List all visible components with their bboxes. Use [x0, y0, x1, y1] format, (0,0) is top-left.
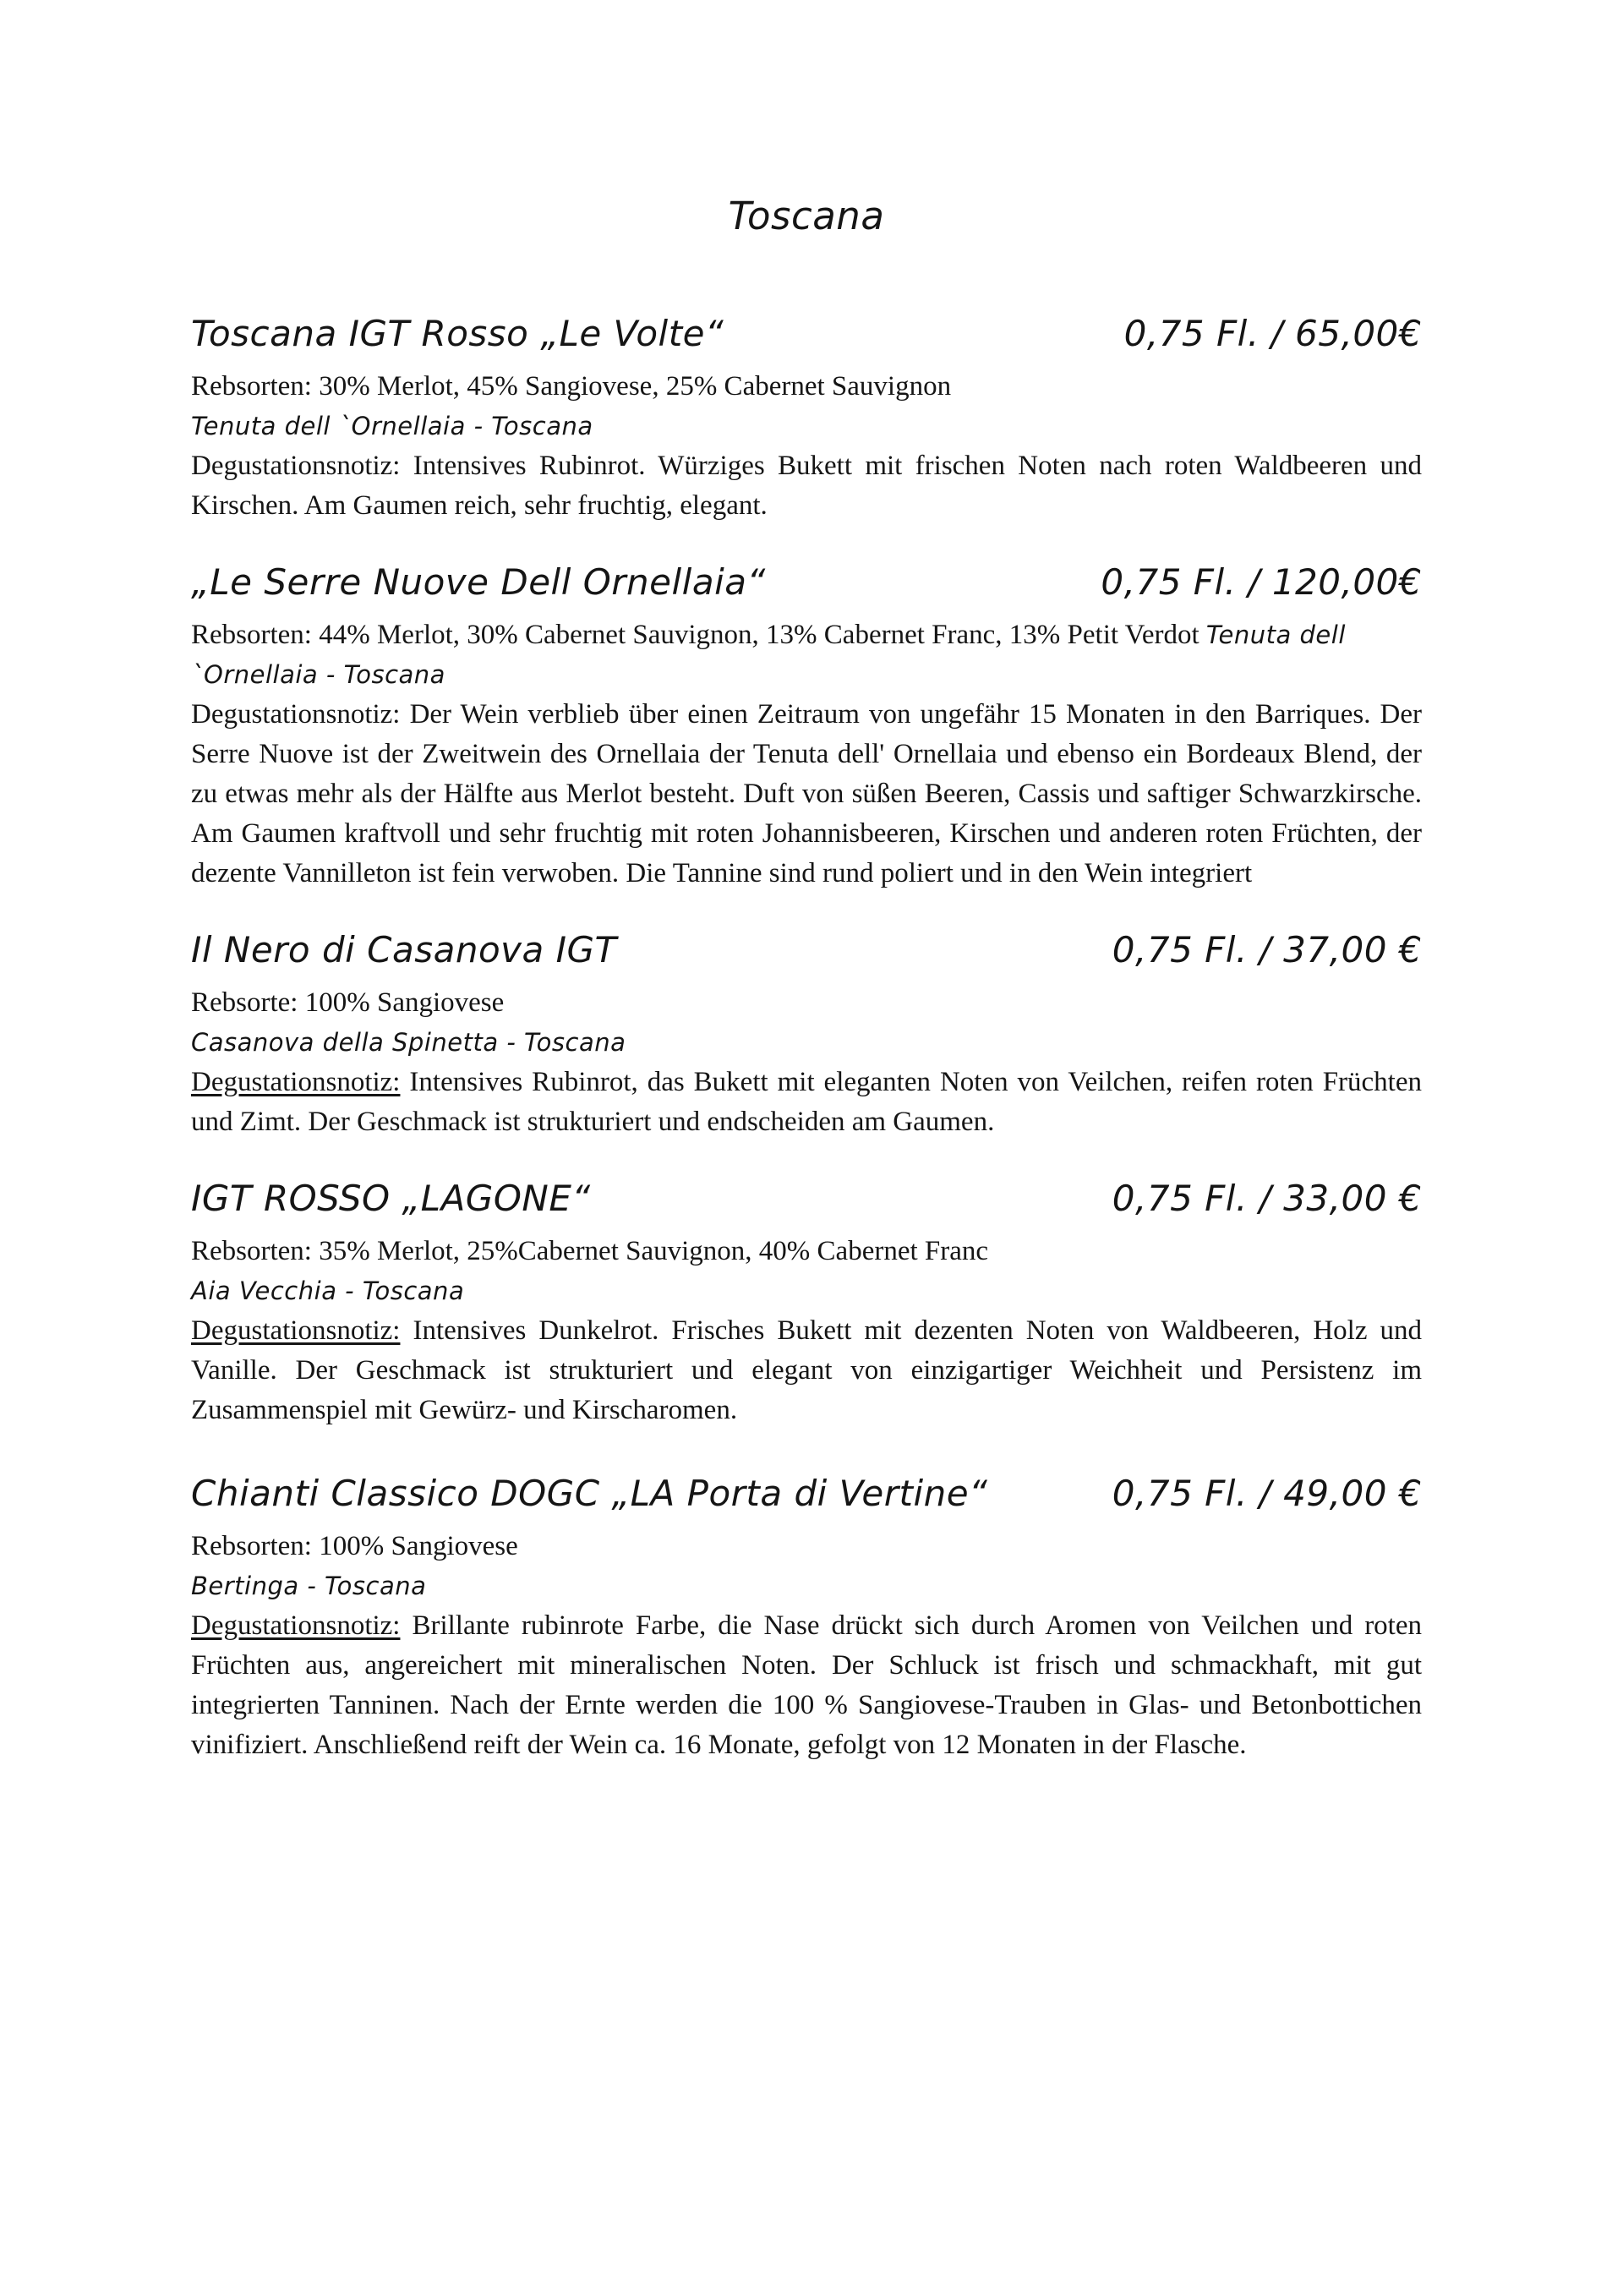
wine-heading-row: [191, 1174, 1422, 1223]
wine-grapes: Rebsorten: 30% Merlot, 45% Sangiovese, 25% Cabernet Sauvignon: [191, 371, 952, 402]
wine-name: „Le Serre Nuove Dell Ornellaia“: [191, 561, 766, 603]
wine-heading-row: [191, 926, 1422, 975]
tasting-note-label: Degustationsnotiz:: [191, 451, 401, 481]
wine-entry-il-nero-di-casanova: [191, 926, 1422, 1142]
wine-entry-la-porta-di-vertine: [191, 1469, 1422, 1765]
wine-tasting-note: [191, 446, 1422, 526]
wine-producer: Bertinga - Toscana: [191, 1572, 427, 1600]
wine-heading-row: [191, 558, 1422, 607]
wine-entry-le-volte: [191, 309, 1422, 526]
tasting-note-label: Degustationsnotiz:: [191, 1610, 401, 1641]
wine-tasting-note: [191, 1606, 1422, 1765]
tasting-note-label: Degustationsnotiz:: [191, 699, 401, 730]
wine-heading-row: [191, 309, 1422, 358]
page-title: Toscana: [728, 194, 885, 238]
wine-price: 0,75 Fl. / 33,00 €: [1112, 1178, 1422, 1219]
wine-entry-le-serre-nuove: [191, 558, 1422, 894]
wine-entry-lagone: [191, 1174, 1422, 1430]
wine-tasting-note: [191, 695, 1422, 894]
tasting-note-text: Brillante rubinrote Farbe, die Nase drückt sich durch Aromen von Veilchen und roten Früchten aus, angereichert mit mineralischen Noten. Der Schluck ist frisch und schmackhaft, mit gut integrierten Tanninen. Nach der Ernte werden die 100 % Sangiovese-Trauben in Glas- und Betonbottichen vinifiziert. Anschließend reift der Wein ca. 16 Monate, gefolgt von 12 Monaten in der Flasche.: [191, 1610, 1422, 1760]
wine-name: Toscana IGT Rosso „Le Volte“: [191, 313, 724, 354]
wine-price: 0,75 Fl. / 49,00 €: [1112, 1473, 1422, 1514]
wine-tasting-note: [191, 1063, 1422, 1142]
wine-grapes: Rebsorten: 35% Merlot, 25%Cabernet Sauvignon, 40% Cabernet Franc: [191, 1236, 989, 1266]
wine-grapes: Rebsorten: 44% Merlot, 30% Cabernet Sauvignon, 13% Cabernet Franc, 13% Petit Verdot: [191, 620, 1199, 650]
wine-grapes: Rebsorten: 100% Sangiovese: [191, 1531, 518, 1561]
wine-producer: Aia Vecchia - Toscana: [191, 1276, 465, 1305]
wine-name: IGT ROSSO „LAGONE“: [191, 1178, 591, 1219]
wine-price: 0,75 Fl. / 65,00€: [1123, 313, 1422, 354]
tasting-note-text: Intensives Rubinrot. Würziges Bukett mit frischen Noten nach roten Waldbeeren und Kirschen. Am Gaumen reich, sehr fruchtig, elegant.: [191, 451, 1422, 521]
tasting-note-text: Der Wein verblieb über einen Zeitraum von ungefähr 15 Monaten in den Barriques. Der Serre Nuove ist der Zweitwein des Ornellaia der Tenuta dell' Ornellaia und ebenso ein Bordeaux Blend, der zu etwas mehr als der Hälfte aus Merlot besteht. Duft von süßen Beeren, Cassis und saftiger Schwarzkirsche. Am Gaumen kraftvoll und sehr fruchtig mit roten Johannisbeeren, Kirschen und anderen roten Früchten, der dezente Vannilleton ist fein verwoben. Die Tannine sind rund poliert und in den Wein integriert: [191, 699, 1422, 888]
wine-name: Il Nero di Casanova IGT: [191, 929, 617, 970]
wine-producer: Casanova della Spinetta - Toscana: [191, 1028, 626, 1057]
wine-producer: Tenuta dell `Ornellaia - Toscana: [191, 412, 593, 440]
wine-name: Chianti Classico DOGC „LA Porta di Vertine“: [191, 1473, 988, 1514]
tasting-note-label: Degustationsnotiz:: [191, 1315, 401, 1346]
wine-price: 0,75 Fl. / 120,00€: [1101, 561, 1422, 603]
tasting-note-text: Intensives Dunkelrot. Frisches Bukett mit dezenten Noten von Waldbeeren, Holz und Vanille. Der Geschmack ist strukturiert und elegant von einzigartiger Weichheit und Persistenz im Zusammenspiel mit Gewürz- und Kirscharomen.: [191, 1315, 1423, 1425]
tasting-note-text: Intensives Rubinrot, das Bukett mit eleganten Noten von Veilchen, reifen roten Früchten und Zimt. Der Geschmack ist strukturiert und endscheiden am Gaumen.: [191, 1067, 1423, 1137]
wine-heading-row: [191, 1469, 1422, 1518]
wine-grapes: Rebsorte: 100% Sangiovese: [191, 987, 505, 1018]
wine-tasting-note: [191, 1311, 1422, 1430]
wine-grapes-and-producer: [191, 615, 1422, 695]
wine-producer: Tenuta dell `Ornellaia - Toscana: [191, 620, 1346, 689]
wine-price: 0,75 Fl. / 37,00 €: [1112, 929, 1422, 970]
tasting-note-label: Degustationsnotiz:: [191, 1067, 401, 1097]
